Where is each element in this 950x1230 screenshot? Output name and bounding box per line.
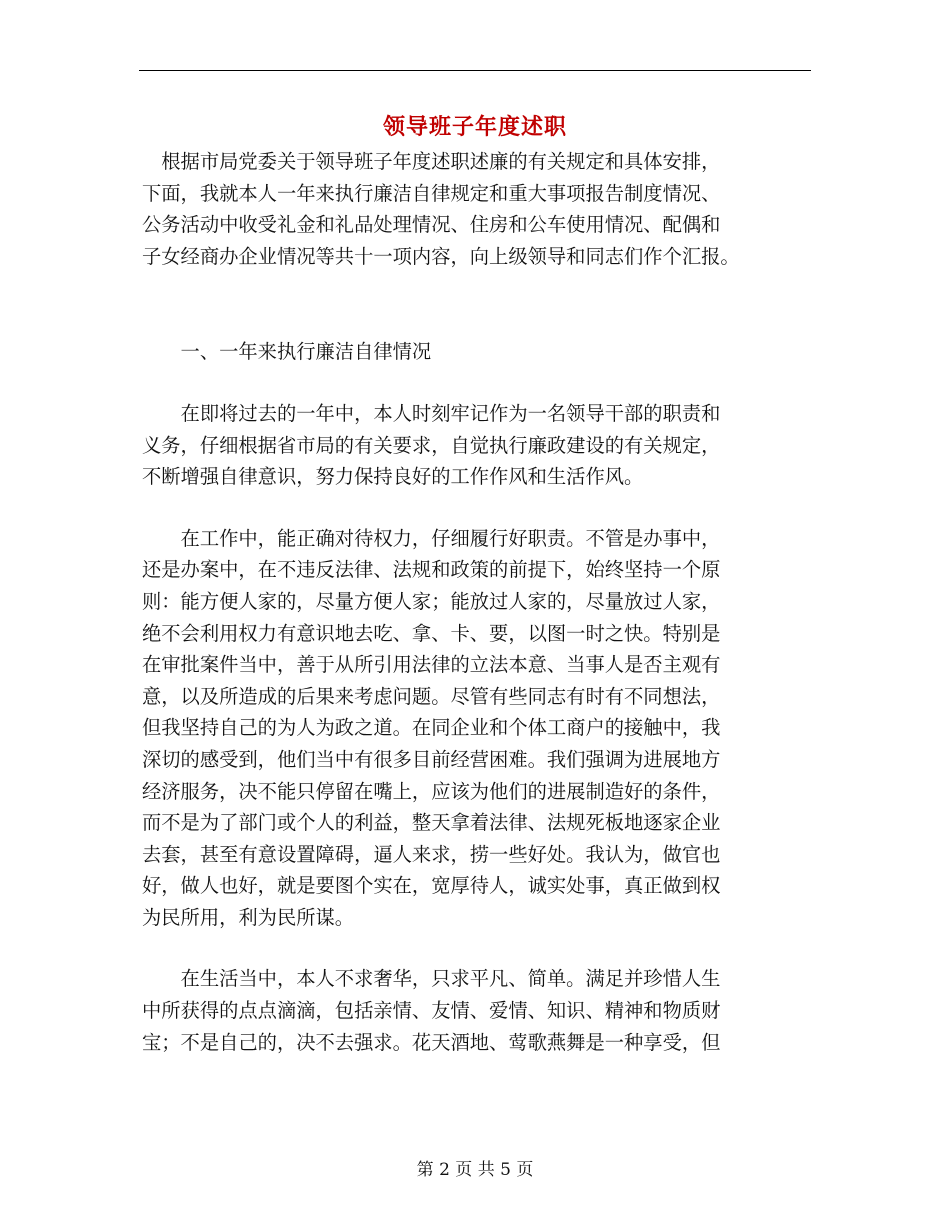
text-line: 宝；不是自己的，决不去强求。花天酒地、莺歌燕舞是一种享受，但 (142, 1030, 721, 1054)
text-line: 绝不会利用权力有意识地去吃、拿、卡、要，以图一时之快。特别是 (142, 621, 721, 645)
text-line: 还是办案中，在不违反法律、法规和政策的前提下，始终坚持一个原 (142, 558, 721, 582)
text-line: 不断增强自律意识，努力保持良好的工作作风和生活作风。 (142, 465, 644, 489)
paragraph (142, 963, 810, 1058)
document-title: 领导班子年度述职 (382, 115, 567, 140)
section-heading (142, 336, 810, 368)
text-line: 子女经商办企业情况等共十一项内容，向上级领导和同志们作个汇报。 (142, 244, 740, 268)
text-line: 根据市局党委关于领导班子年度述职述廉的有关规定和具体安排， (142, 150, 721, 173)
text-line: 为民所用，利为民所谋。 (142, 905, 355, 929)
paragraph-intro (142, 146, 810, 272)
header-rule (139, 70, 811, 71)
text-line: 去套，甚至有意设置障碍，逼人来求，捞一些好处。我认为，做官也 (142, 842, 721, 866)
text-line: 下面，我就本人一年来执行廉洁自律规定和重大事项报告制度情况、 (142, 181, 721, 205)
text-line: 而不是为了部门或个人的利益，整天拿着法律、法规死板地逐家企业 (142, 811, 721, 835)
page-footer: 第 2 页 共 5 页 (416, 1160, 534, 1180)
text-line: 一、一年来执行廉洁自律情况 (142, 340, 432, 364)
paragraph (142, 523, 810, 934)
text-line: 则：能方便人家的，尽量方便人家；能放过人家的，尽量放过人家， (142, 589, 721, 613)
text-line: 在工作中，能正确对待权力，仔细履行好职责。不管是办事中， (142, 526, 721, 550)
text-line: 深切的感受到，他们当中有很多目前经营困难。我们强调为进展地方 (142, 747, 721, 771)
text-line: 好，做人也好，就是要图个实在，宽厚待人，诚实处事，真正做到权 (142, 874, 721, 898)
text-line: 在生活当中，本人不求奢华，只求平凡、简单。满足并珍惜人生 (142, 967, 721, 991)
text-line: 在即将过去的一年中，本人时刻牢记作为一名领导干部的职责和 (142, 401, 721, 425)
text-line: 义务，仔细根据省市局的有关要求，自觉执行廉政建设的有关规定， (142, 433, 721, 457)
text-line: 但我坚持自己的为人为政之道。在同企业和个体工商户的接触中，我 (142, 716, 721, 740)
text-line: 经济服务，决不能只停留在嘴上，应该为他们的进展制造好的条件， (142, 779, 721, 803)
text-line: 公务活动中收受礼金和礼品处理情况、住房和公车使用情况、配偶和 (142, 213, 721, 237)
paragraph (142, 398, 810, 493)
text-line: 意，以及所造成的后果来考虑问题。尽管有些同志有时有不同想法， (142, 684, 721, 708)
text-line: 在审批案件当中，善于从所引用法律的立法本意、当事人是否主观有 (142, 653, 721, 677)
document-body (142, 146, 810, 1058)
text-line: 中所获得的点点滴滴，包括亲情、友情、爱情、知识、精神和物质财 (142, 999, 721, 1023)
